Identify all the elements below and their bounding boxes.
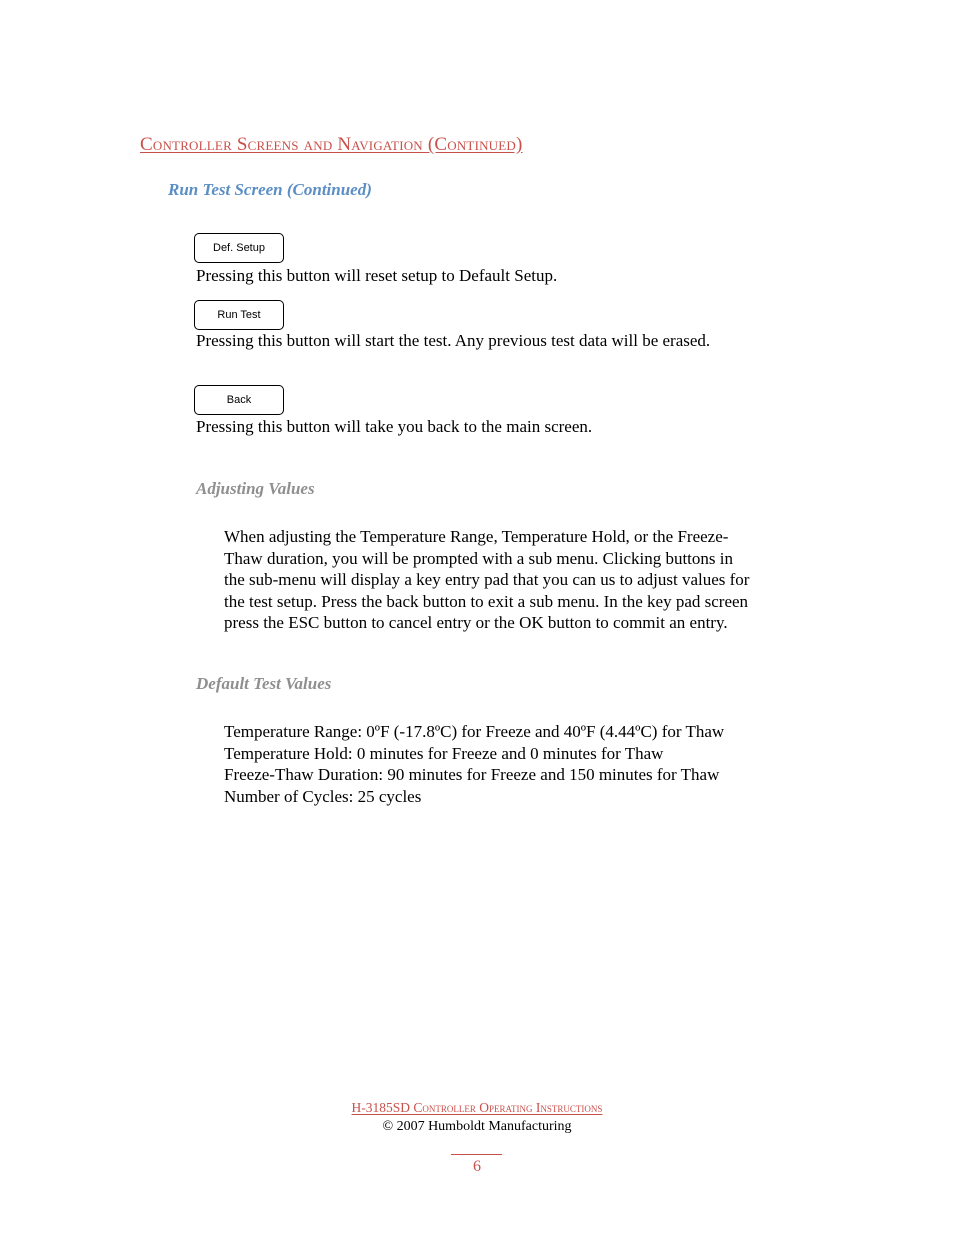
section-heading: Controller Screens and Navigation (Continued) <box>140 134 523 155</box>
run-test-description: Pressing this button will start the test. Any previous test data will be erased. <box>196 331 711 350</box>
paragraph-line: When adjusting the Temperature Range, Temperature Hold, or the Freeze- <box>224 527 729 546</box>
run-test-button[interactable]: Run Test <box>194 300 284 330</box>
page-number-rule <box>451 1154 502 1155</box>
default-value-line: Number of Cycles: 25 cycles <box>224 786 422 806</box>
default-values-heading: Default Test Values <box>196 674 332 693</box>
paragraph-line: press the ESC button to cancel entry or the OK button to commit an entry. <box>224 613 728 633</box>
paragraph-line: the test setup. Press the back button to exit a sub menu. In the key pad screen <box>224 591 749 611</box>
def-setup-button[interactable]: Def. Setup <box>194 233 284 263</box>
default-value-line: Freeze-Thaw Duration: 90 minutes for Freeze and 150 minutes for Thaw <box>224 765 720 785</box>
def-setup-description: Pressing this button will reset setup to Default Setup. <box>196 266 558 285</box>
subsection-heading: Run Test Screen (Continued) <box>168 180 372 199</box>
paragraph-line: Thaw duration, you will be prompted with a sub menu. Clicking buttons in <box>224 548 733 568</box>
back-description: Pressing this button will take you back to the main screen. <box>196 417 593 436</box>
footer-title: H-3185SD Controller Operating Instructions <box>351 1100 603 1115</box>
adjusting-values-paragraph <box>224 526 824 634</box>
default-value-line: Temperature Hold: 0 minutes for Freeze and 0 minutes for Thaw <box>224 743 664 763</box>
adjusting-values-heading: Adjusting Values <box>196 479 315 498</box>
paragraph-line: the sub-menu will display a key entry pad that you can us to adjust values for <box>224 570 750 590</box>
default-values-list <box>224 721 724 807</box>
back-button[interactable]: Back <box>194 385 284 415</box>
default-value-line: Temperature Range: 0ºF (-17.8ºC) for Freeze and 40ºF (4.44ºC) for Thaw <box>224 722 725 741</box>
footer-copyright: © 2007 Humboldt Manufacturing <box>382 1119 572 1134</box>
page-number: 6 <box>473 1158 481 1175</box>
